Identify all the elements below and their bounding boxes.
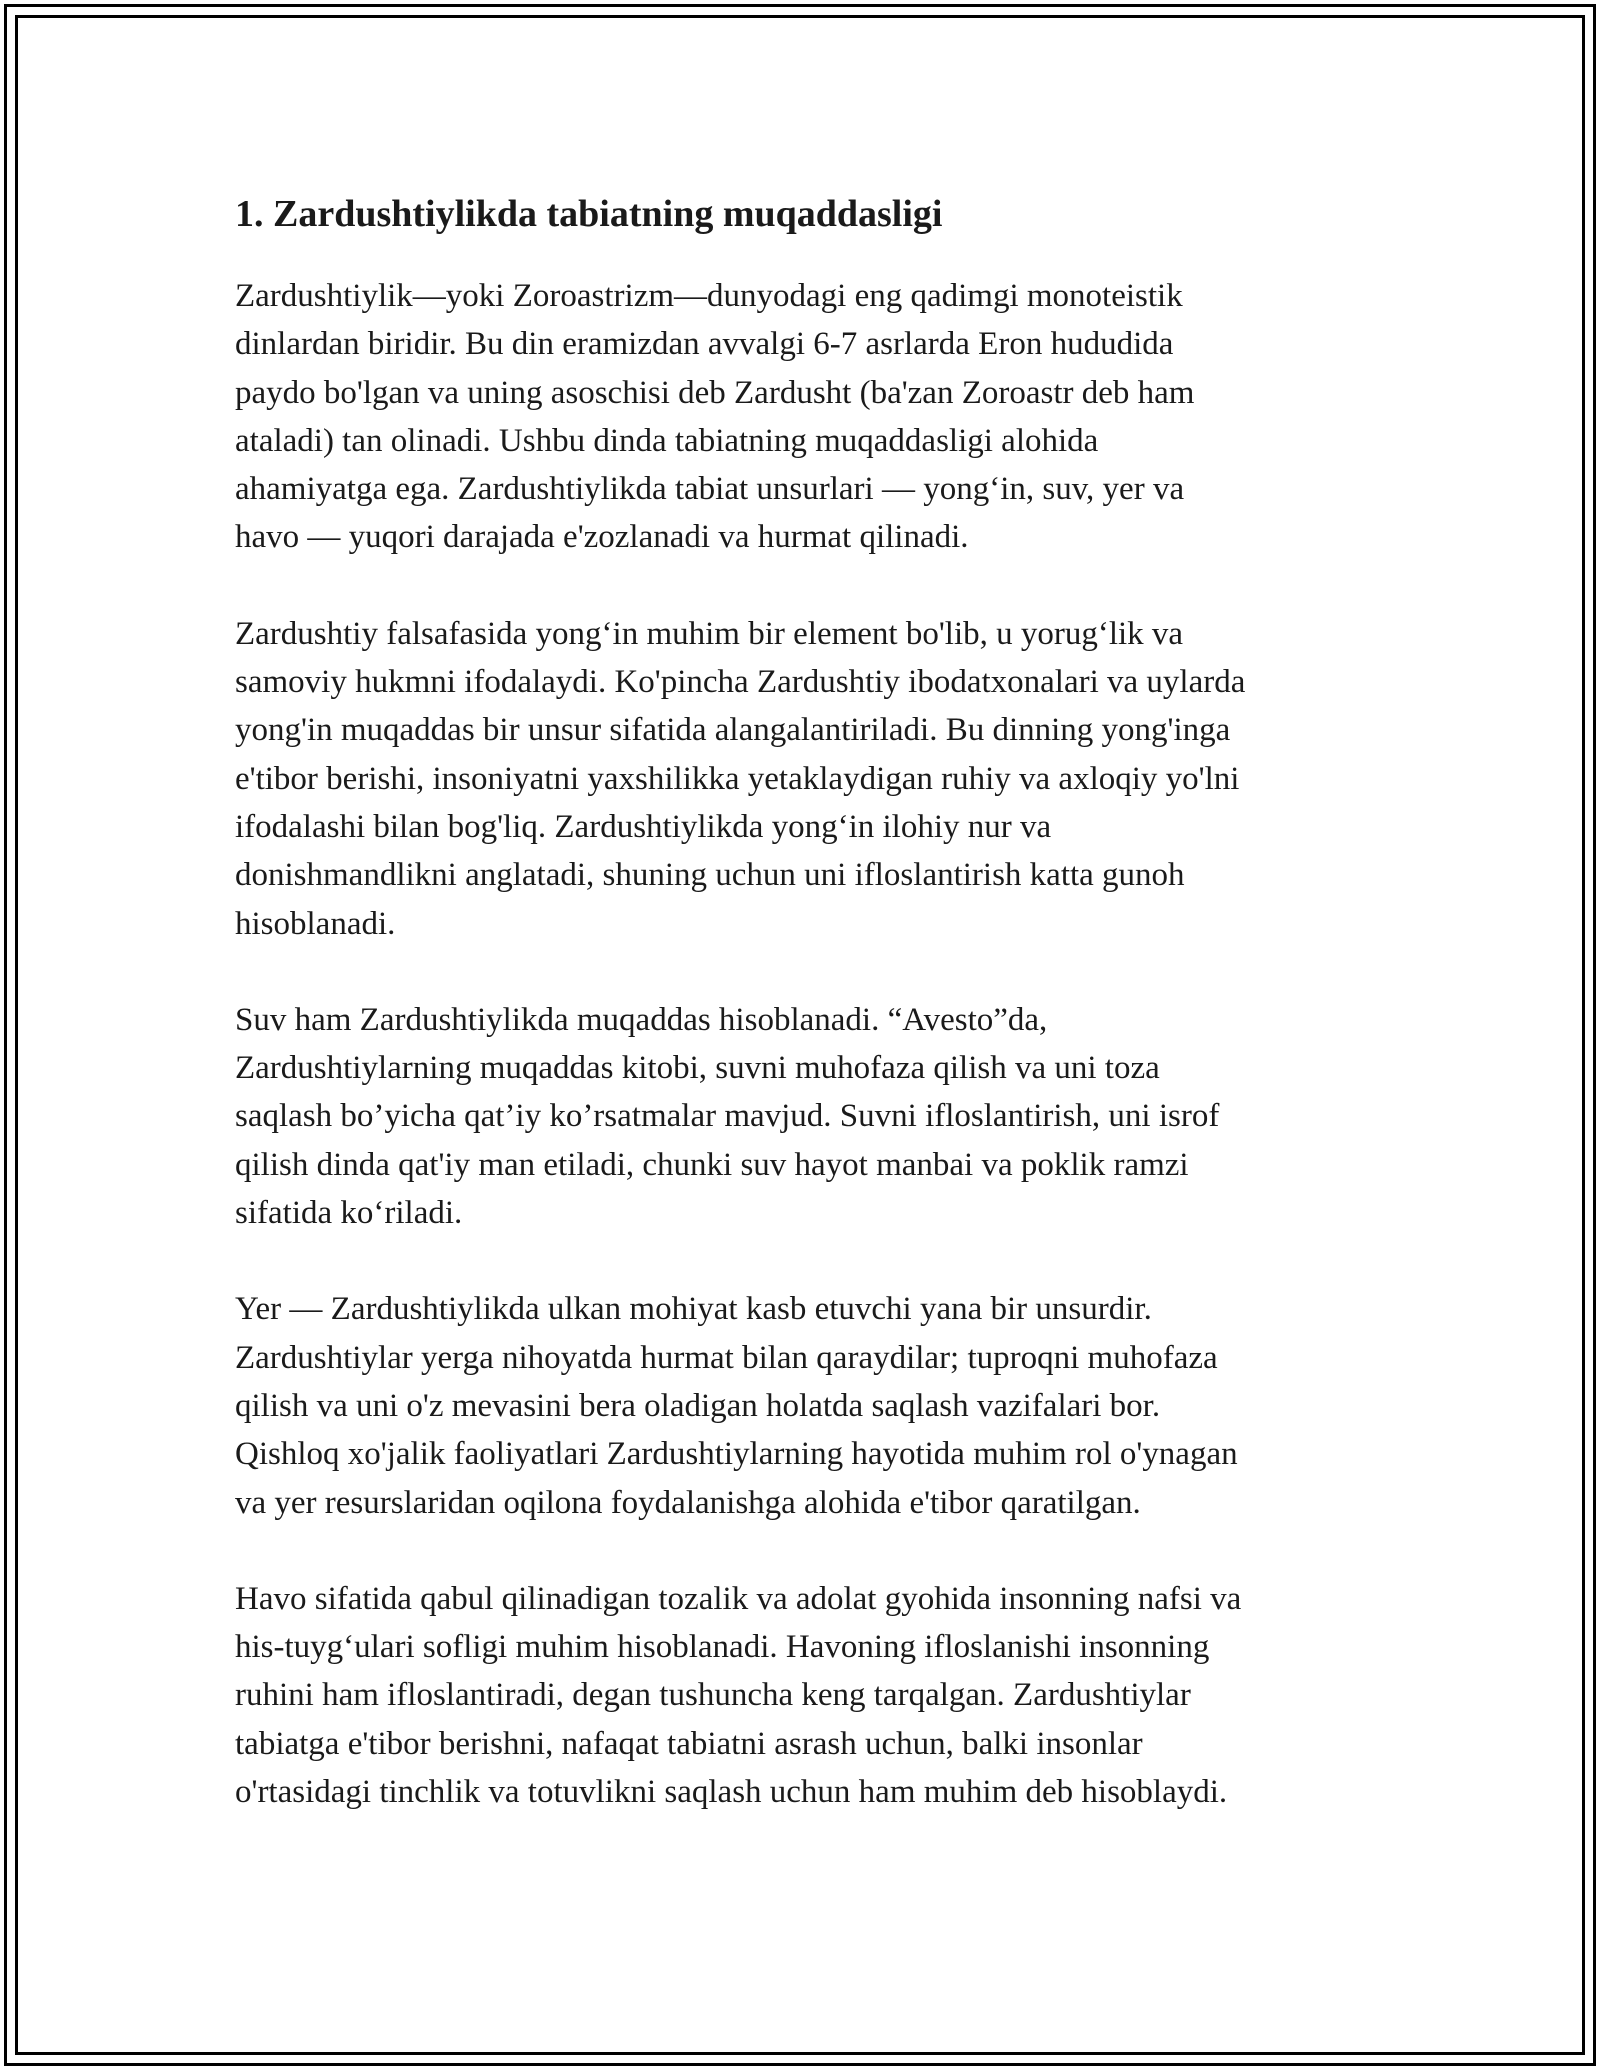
text-line: hisoblanadi. (235, 905, 396, 942)
text-line: sifatida ko‘riladi. (235, 1195, 463, 1232)
paragraph-fire (235, 610, 1375, 948)
text-line: havo — yuqori darajada e'zozlanadi va hurmat qilinadi. (235, 519, 969, 556)
text-line: ruhini ham ifloslantiradi, degan tushuncha keng tarqalgan. Zardushtiylar (235, 1677, 1191, 1714)
text-line: tabiatga e'tibor berishni, nafaqat tabiatni asrash uchun, balki insonlar (235, 1725, 1143, 1762)
text-line: qilish va uni o'z mevasini bera oladigan holatda saqlash vazifalari bor. (235, 1387, 1161, 1424)
paragraph-intro (235, 272, 1375, 562)
paragraph-air (235, 1575, 1375, 1816)
text-line: yong'in muqaddas bir unsur sifatida alangalantiriladi. Bu dinning yong'inga (235, 712, 1231, 749)
text-line: paydo bo'lgan va uning asoschisi deb Zardusht (ba'zan Zoroastr deb ham (235, 374, 1195, 411)
text-line: donishmandlikni anglatadi, shuning uchun uni ifloslantirish katta gunoh (235, 857, 1185, 894)
text-line: his-tuyg‘ulari sofligi muhim hisoblanadi. Havoning ifloslanishi insonning (235, 1629, 1210, 1666)
text-line: Zardushtiy falsafasida yong‘in muhim bir element bo'lib, u yorug‘lik va (235, 615, 1184, 652)
paragraph-earth (235, 1285, 1375, 1526)
text-line: Zardushtiylar yerga nihoyatda hurmat bilan qaraydilar; tuproqni muhofaza (235, 1339, 1218, 1376)
section-heading: 1. Zardushtiylikda tabiatning muqaddasligi (235, 193, 943, 235)
text-line: Zardushtiylarning muqaddas kitobi, suvni muhofaza qilish va uni toza (235, 1050, 1160, 1087)
text-line: o'rtasidagi tinchlik va totuvlikni saqlash uchun ham muhim deb hisoblaydi. (235, 1774, 1228, 1811)
text-line: ifodalashi bilan bog'liq. Zardushtiylikda yong‘in ilohiy nur va (235, 808, 1052, 845)
text-line: va yer resurslaridan oqilona foydalanishga alohida e'tibor qaratilgan. (235, 1484, 1141, 1521)
text-line: Qishloq xo'jalik faoliyatlari Zardushtiylarning hayotida muhim rol o'ynagan (235, 1436, 1238, 1473)
text-line: ataladi) tan olinadi. Ushbu dinda tabiatning muqaddasligi alohida (235, 422, 1099, 459)
text-line: Yer — Zardushtiylikda ulkan mohiyat kasb etuvchi yana bir unsurdir. (235, 1291, 1152, 1328)
paragraph-water (235, 996, 1375, 1237)
text-line: samoviy hukmni ifodalaydi. Ko'pincha Zardushtiy ibodatxonalari va uylarda (235, 664, 1246, 701)
text-line: Havo sifatida qabul qilinadigan tozalik va adolat gyohida insonning nafsi va (235, 1580, 1242, 1617)
text-line: e'tibor berishi, insoniyatni yaxshilikka yetaklaydigan ruhiy va axloqiy yo'lni (235, 760, 1240, 797)
text-line: Suv ham Zardushtiylikda muqaddas hisoblanadi. “Avesto”da, (235, 1001, 1048, 1038)
document-body (235, 188, 1375, 1864)
text-line: ahamiyatga ega. Zardushtiylikda tabiat unsurlari — yong‘in, suv, yer va (235, 471, 1185, 508)
text-line: dinlardan biridir. Bu din eramizdan avvalgi 6-7 asrlarda Eron hududida (235, 326, 1174, 363)
text-line: saqlash bo’yicha qat’iy ko’rsatmalar mavjud. Suvni ifloslantirish, uni isrof (235, 1098, 1220, 1135)
text-line: Zardushtiylik—yoki Zoroastrizm—dunyodagi eng qadimgi monoteistik (235, 278, 1183, 314)
text-line: qilish dinda qat'iy man etiladi, chunki suv hayot manbai va poklik ramzi (235, 1146, 1189, 1183)
